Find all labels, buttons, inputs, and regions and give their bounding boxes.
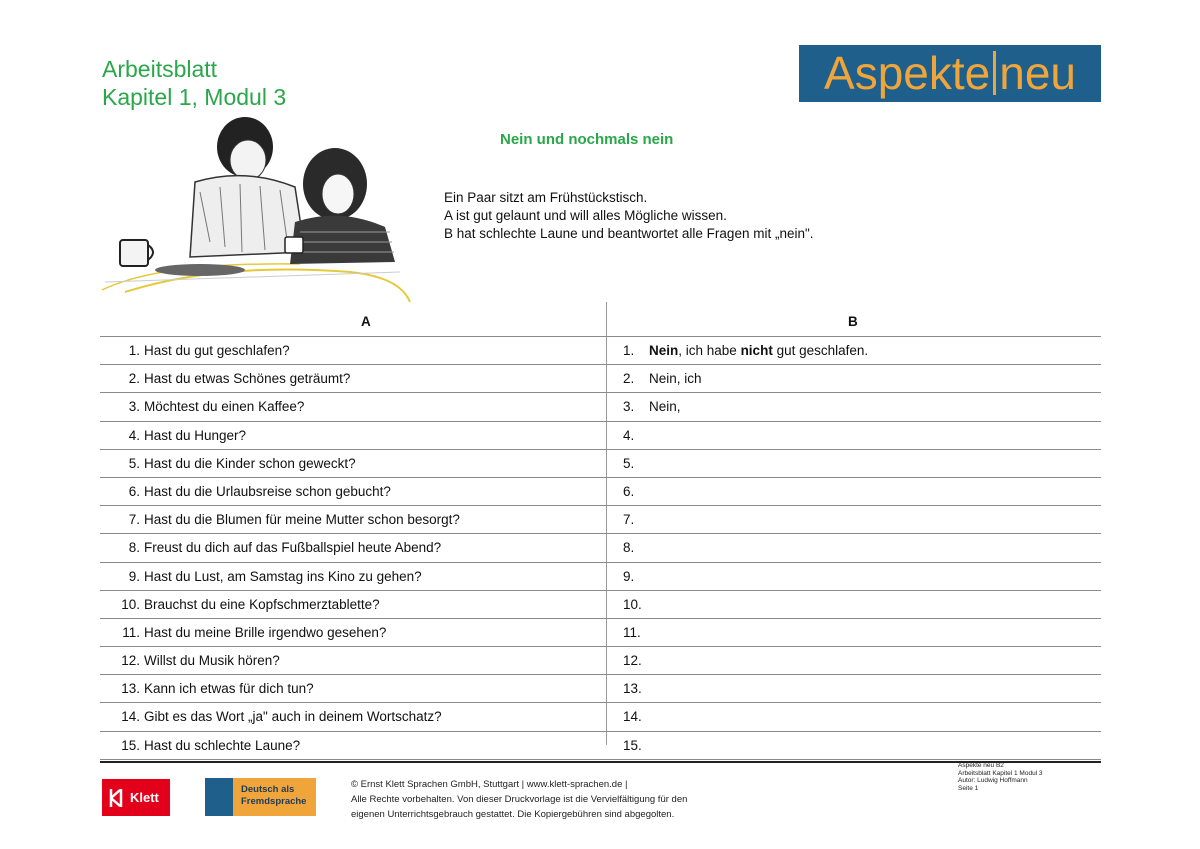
table-row xyxy=(100,506,1101,534)
answer-number: 12. xyxy=(623,653,642,669)
question-cell xyxy=(100,484,606,499)
question-cell xyxy=(100,456,606,471)
answer-cell[interactable] xyxy=(623,625,1101,640)
question-text: Hast du schlechte Laune? xyxy=(144,737,301,753)
copyright-line: eigenen Unterrichtsgebrauch gestattet. Die Kopiergebühren sind abgegolten. xyxy=(351,809,675,820)
meta-line: Arbeitsblatt Kapitel 1 Modul 3 xyxy=(958,769,1043,777)
question-cell xyxy=(100,709,606,724)
answer-number: 1. xyxy=(623,343,635,358)
question-number: 4. xyxy=(128,427,140,443)
answer-cell[interactable] xyxy=(623,597,1101,612)
question-number: 11. xyxy=(122,624,140,640)
table-row xyxy=(100,591,1101,619)
logo-text-2: neu xyxy=(999,47,1076,99)
answer-cell[interactable] xyxy=(623,540,1101,555)
meta-line: Seite 1 xyxy=(958,784,979,792)
klett-logo-text: Klett xyxy=(130,790,159,805)
answer-cell[interactable] xyxy=(623,709,1101,724)
question-text: Hast du meine Brille irgendwo gesehen? xyxy=(144,624,387,640)
klett-mark-icon xyxy=(108,787,126,809)
breakfast-couple-illustration xyxy=(100,112,420,308)
answer-number: 13. xyxy=(623,681,642,697)
question-number: 9. xyxy=(128,568,140,584)
exercise-heading: Nein und nochmals nein xyxy=(500,131,674,148)
answer-cell[interactable] xyxy=(623,343,1101,358)
klett-logo xyxy=(102,779,170,816)
question-text: Möchtest du einen Kaffee? xyxy=(144,399,305,415)
footer-divider xyxy=(100,761,1101,763)
exercise-intro xyxy=(444,189,814,243)
question-number: 14. xyxy=(121,709,140,725)
answer-number: 4. xyxy=(623,427,635,443)
table-row xyxy=(100,422,1101,450)
copyright-line: Alle Rechte vorbehalten. Von dieser Druckvorlage ist die Vervielfältigung für den xyxy=(351,794,688,805)
table-row xyxy=(100,478,1101,506)
question-text: Hast du etwas Schönes geträumt? xyxy=(144,371,351,387)
table-row xyxy=(100,675,1101,703)
question-number: 10. xyxy=(121,596,140,612)
question-cell xyxy=(100,653,606,668)
title-line-2: Kapitel 1, Modul 3 xyxy=(102,84,287,110)
answer-number: 14. xyxy=(623,709,642,725)
answer-text: Nein, ich xyxy=(649,371,702,387)
logo-separator xyxy=(993,51,996,95)
question-answer-table xyxy=(100,302,1101,760)
question-number: 12. xyxy=(121,653,140,669)
answer-bold-nicht: nicht xyxy=(740,343,773,358)
answer-number: 3. xyxy=(623,399,635,415)
question-text: Hast du Hunger? xyxy=(144,427,247,443)
question-number: 6. xyxy=(128,483,140,499)
table-row xyxy=(100,534,1101,562)
intro-line: B hat schlechte Laune und beantwortet alle Fragen mit „nein". xyxy=(444,226,814,241)
question-cell xyxy=(100,597,606,612)
question-number: 13. xyxy=(121,681,140,697)
question-text: Willst du Musik hören? xyxy=(144,653,280,669)
question-cell xyxy=(100,540,606,555)
answer-cell[interactable] xyxy=(623,569,1101,584)
question-number: 1. xyxy=(128,343,140,358)
intro-line: A ist gut gelaunt und will alles Mögliche wissen. xyxy=(444,208,727,223)
question-text: Hast du die Blumen für meine Mutter schon besorgt? xyxy=(144,512,460,528)
question-cell xyxy=(100,681,606,696)
table-row xyxy=(100,732,1101,760)
question-text: Hast du gut geschlafen? xyxy=(144,343,290,358)
daf-logo-text xyxy=(241,784,306,808)
logo-text-1: Aspekte xyxy=(824,47,991,99)
intro-line: Ein Paar sitzt am Frühstückstisch. xyxy=(444,190,648,205)
question-text: Brauchst du eine Kopfschmerztablette? xyxy=(144,596,380,612)
question-text: Hast du die Urlaubsreise schon gebucht? xyxy=(144,483,391,499)
answer-number: 9. xyxy=(623,568,635,584)
table-row xyxy=(100,450,1101,478)
answer-number: 2. xyxy=(623,371,635,387)
answer-cell[interactable] xyxy=(623,399,1101,414)
table-header-row xyxy=(100,302,1101,337)
table-row xyxy=(100,703,1101,731)
question-cell xyxy=(100,343,606,358)
meta-line: Aspekte neu B2 xyxy=(958,762,1004,769)
page-title xyxy=(102,55,286,111)
question-cell xyxy=(100,738,606,753)
answer-cell[interactable] xyxy=(623,653,1101,668)
answer-cell[interactable] xyxy=(623,681,1101,696)
question-number: 15. xyxy=(121,737,140,753)
answer-text-part: , ich habe xyxy=(678,343,741,358)
answer-bold-nein: Nein xyxy=(649,343,679,358)
column-header-a: A xyxy=(361,314,371,329)
table-row xyxy=(100,393,1101,421)
answer-number: 8. xyxy=(623,540,635,556)
question-text: Gibt es das Wort „ja" auch in deinem Wortschatz? xyxy=(144,709,442,725)
question-cell xyxy=(100,428,606,443)
answer-cell[interactable] xyxy=(623,456,1101,471)
question-cell xyxy=(100,569,606,584)
question-text: Hast du die Kinder schon geweckt? xyxy=(144,455,356,471)
answer-number: 6. xyxy=(623,483,635,499)
question-cell xyxy=(100,512,606,527)
copyright-line: © Ernst Klett Sprachen GmbH, Stuttgart | www.klett-sprachen.de | xyxy=(351,779,628,790)
answer-cell[interactable] xyxy=(623,484,1101,499)
table-row xyxy=(100,365,1101,393)
question-text: Kann ich etwas für dich tun? xyxy=(144,681,314,697)
table-row xyxy=(100,647,1101,675)
column-header-b: B xyxy=(848,314,858,329)
copyright-notice xyxy=(351,777,687,822)
question-number: 7. xyxy=(128,512,140,528)
answer-text-part: gut geschlafen. xyxy=(772,343,869,358)
table-row xyxy=(100,563,1101,591)
answer-cell[interactable] xyxy=(623,428,1101,443)
question-number: 3. xyxy=(128,399,140,415)
daf-line: Fremdsprache xyxy=(241,796,307,807)
answer-number: 15. xyxy=(623,737,642,753)
answer-number: 11. xyxy=(623,624,641,640)
answer-number: 5. xyxy=(623,455,635,471)
answer-cell[interactable] xyxy=(623,371,1101,386)
question-cell xyxy=(100,399,606,414)
answer-cell[interactable] xyxy=(623,738,1101,753)
table-row xyxy=(100,619,1101,647)
question-cell xyxy=(100,625,606,640)
daf-logo-bar xyxy=(205,778,233,816)
question-number: 8. xyxy=(128,540,140,556)
meta-line: Autor: Ludwig Hoffmann xyxy=(958,777,1028,784)
answer-cell[interactable] xyxy=(623,512,1101,527)
answer-number: 7. xyxy=(623,512,635,528)
aspekte-neu-logo xyxy=(799,45,1101,102)
question-cell xyxy=(100,371,606,386)
question-text: Freust du dich auf das Fußballspiel heute Abend? xyxy=(144,540,442,556)
table-row xyxy=(100,337,1101,365)
document-meta xyxy=(958,762,1043,792)
answer-number: 10. xyxy=(623,596,642,612)
title-line-1: Arbeitsblatt xyxy=(102,56,218,82)
question-text: Hast du Lust, am Samstag ins Kino zu gehen? xyxy=(144,568,422,584)
daf-logo xyxy=(205,778,316,816)
daf-line: Deutsch als xyxy=(241,784,295,795)
answer-text: Nein, xyxy=(649,399,681,415)
question-number: 2. xyxy=(128,371,140,387)
question-number: 5. xyxy=(128,455,140,471)
